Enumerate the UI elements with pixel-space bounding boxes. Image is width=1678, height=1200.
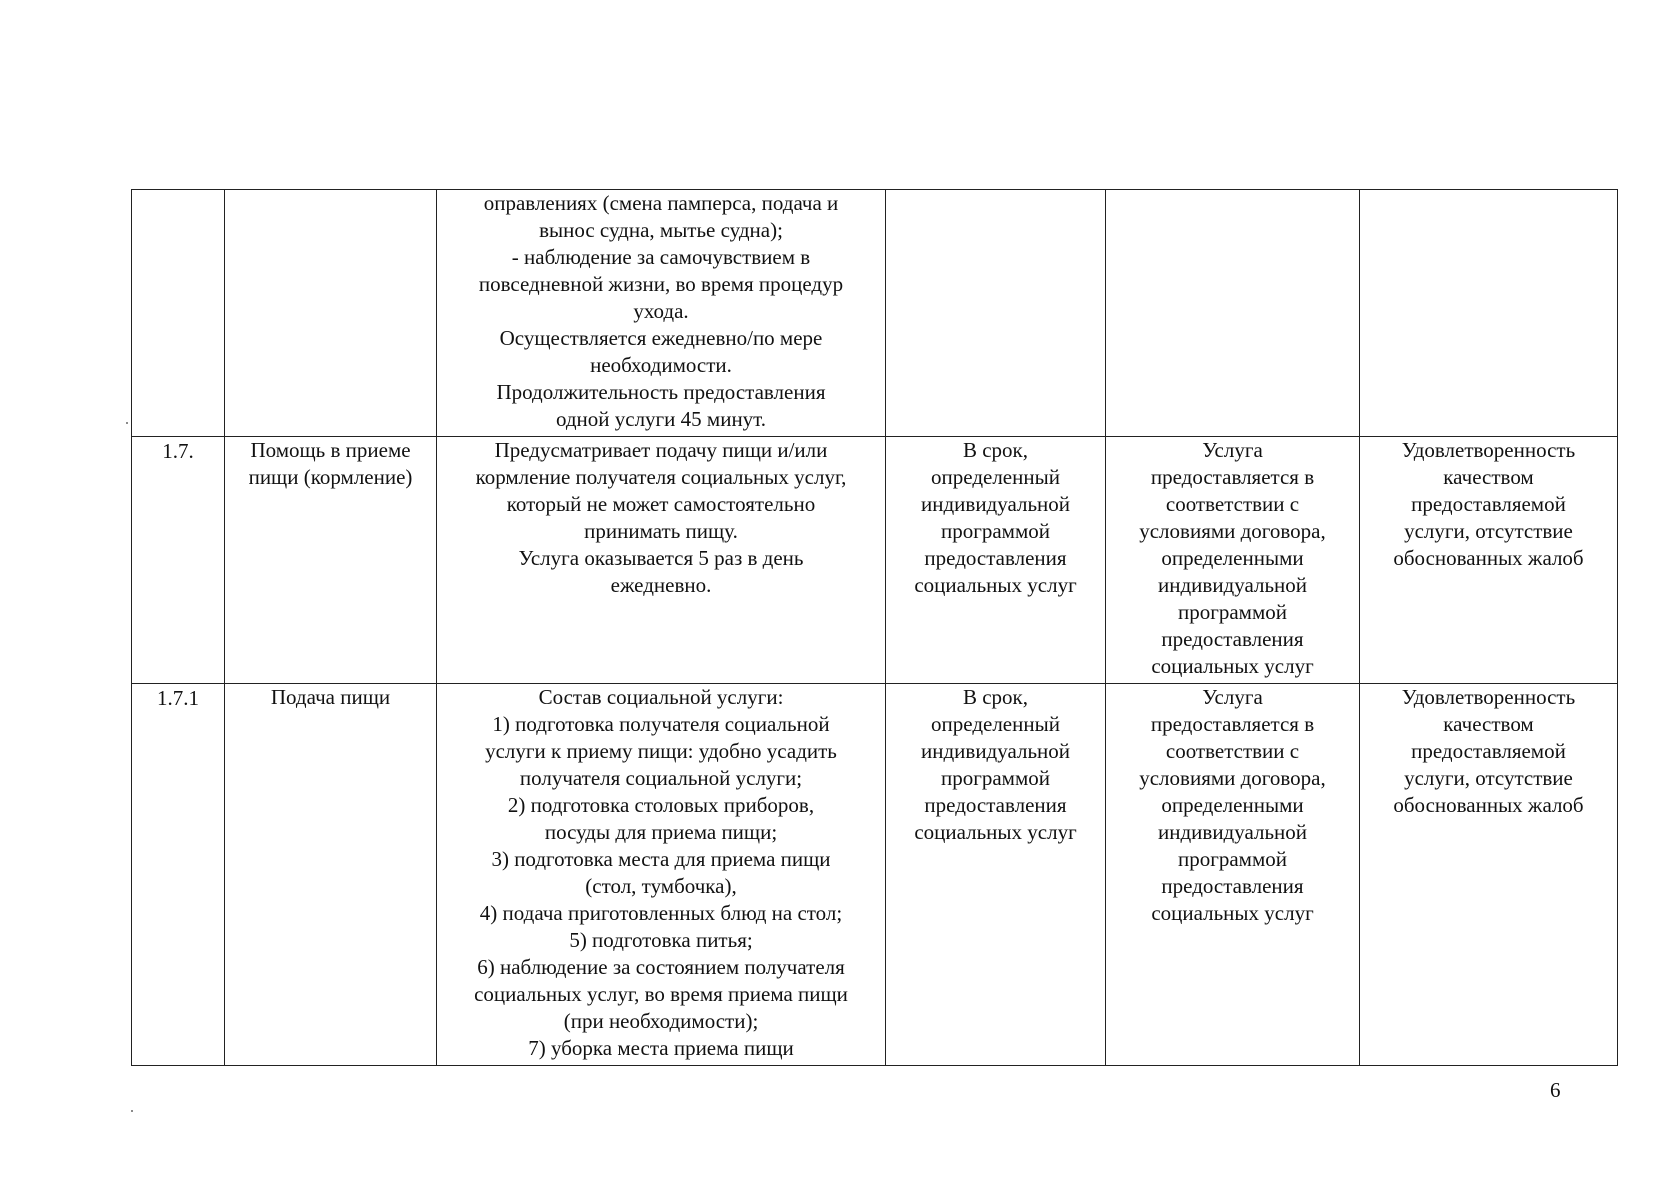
cell-text-line: Подача пищи [270,685,391,709]
cell-text-line: услуги к приему пищи: удобно усадить [485,739,837,763]
cell-text-line: соответствии с [1165,492,1300,516]
service-content-cell [437,684,886,1066]
service-number-cell [132,190,225,437]
cell-text-line: услуги, отсутствие [1404,766,1573,790]
cell-text-line: определенными [1161,793,1304,817]
cell-text-line: определенными [1161,546,1304,570]
cell-text-line: услуги, отсутствие [1404,519,1573,543]
cell-text-line: индивидуальной [921,739,1070,763]
cell-text-line: программой [1178,847,1287,871]
cell-text-line: Удовлетворенность [1401,685,1576,709]
cell-text-line: вынос судна, мытье судна); [539,218,783,242]
cell-text-line: предоставления [924,546,1067,570]
cell-text-line: Помощь в приеме [250,438,411,462]
cell-text-line: пищи (кормление) [248,465,413,489]
cell-text-line: необходимости. [590,353,732,377]
cell-text-line: 6) наблюдение за состоянием получателя [477,955,845,979]
cell-text-line: социальных услуг [914,573,1077,597]
cell-text-line: условиями договора, [1139,766,1326,790]
cell-text-line: ухода. [633,299,689,323]
cell-text-line: индивидуальной [1158,573,1307,597]
cell-text-line: обоснованных жалоб [1393,793,1584,817]
cell-text-line: обоснованных жалоб [1393,546,1584,570]
service-number-cell: 1.7.1 [132,684,225,1066]
service-number-cell: 1.7. [132,437,225,684]
service-conditions-cell [1106,684,1360,1066]
service-name-cell [225,437,437,684]
cell-text-line: условиями договора, [1139,519,1326,543]
service-name-cell [225,684,437,1066]
cell-text-line: социальных услуг [914,820,1077,844]
service-conditions-cell [1106,437,1360,684]
cell-text-line: получателя социальной услуги; [519,766,803,790]
cell-text-line: В срок, [962,438,1029,462]
cell-text-line: предоставления [1161,627,1304,651]
service-content-cell [437,190,886,437]
cell-text-line: Услуга оказывается 5 раз в день [518,546,804,570]
cell-text-line: предоставляемой [1411,739,1566,763]
cell-text-line: оправлениях (смена памперса, подача и [483,191,839,215]
cell-text-line: 7) уборка места приема пищи [528,1036,794,1060]
cell-text-line: 3) подготовка места для приема пищи [491,847,831,871]
cell-text-line: определенный [931,712,1060,736]
cell-text-line: социальных услуг, во время приема пищи [474,982,848,1006]
quality-indicators-cell [1360,190,1618,437]
cell-text-line: (при необходимости); [563,1009,759,1033]
cell-text-line: качеством [1443,712,1534,736]
scan-speck [131,1110,133,1112]
table-body [132,190,1618,1066]
cell-text-line: 4) подача приготовленных блюд на стол; [479,901,843,925]
cell-text-line: повседневной жизни, во время процедур [478,272,844,296]
cell-text-line: качеством [1443,465,1534,489]
quality-indicators-cell [1360,684,1618,1066]
cell-text-line: принимать пищу. [584,519,738,543]
cell-text-line: одной услуги 45 минут. [555,407,767,431]
cell-text-line: программой [1178,600,1287,624]
cell-text-line: 2) подготовка столовых приборов, [507,793,815,817]
cell-text-line: предоставления [924,793,1067,817]
cell-text-line: программой [941,766,1050,790]
cell-text-line: посуды для приема пищи; [544,820,778,844]
cell-text-line: (стол, тумбочка), [585,874,737,898]
cell-text-line: кормление получателя социальных услуг, [475,465,847,489]
quality-indicators-cell [1360,437,1618,684]
service-name-cell [225,190,437,437]
services-table [131,189,1618,1066]
cell-text-line: определенный [931,465,1060,489]
cell-text-line: предоставляемой [1411,492,1566,516]
cell-text-line: предоставления [1161,874,1304,898]
service-term-cell [886,684,1106,1066]
cell-text-line: Состав социальной услуги: [538,685,784,709]
table-row [132,190,1618,437]
cell-text-line: Предусматривает подачу пищи и/или [494,438,828,462]
cell-text-line: социальных услуг [1151,901,1314,925]
service-term-cell [886,190,1106,437]
table-row [132,437,1618,684]
cell-text-line: В срок, [962,685,1029,709]
cell-text-line: предоставляется в [1150,712,1315,736]
cell-text-line: индивидуальной [921,492,1070,516]
cell-text-line: который не может самостоятельно [506,492,816,516]
cell-text-line: Услуга [1202,685,1263,709]
cell-text-line: соответствии с [1165,739,1300,763]
page-number: 6 [1550,1078,1561,1102]
cell-text-line: ежедневно. [610,573,712,597]
cell-text-line: Осуществляется ежедневно/по мере [499,326,823,350]
scan-speck [126,422,128,424]
service-content-cell [437,437,886,684]
cell-text-line: - наблюдение за самочувствием в [511,245,811,269]
cell-text-line: программой [941,519,1050,543]
table-row [132,684,1618,1066]
cell-text-line: 5) подготовка питья; [569,928,753,952]
service-term-cell [886,437,1106,684]
cell-text-line: предоставляется в [1150,465,1315,489]
cell-text-line: Продолжительность предоставления [496,380,826,404]
cell-text-line: социальных услуг [1151,654,1314,678]
cell-text-line: индивидуальной [1158,820,1307,844]
cell-text-line: Удовлетворенность [1401,438,1576,462]
service-conditions-cell [1106,190,1360,437]
cell-text-line: 1) подготовка получателя социальной [492,712,830,736]
cell-text-line: Услуга [1202,438,1263,462]
